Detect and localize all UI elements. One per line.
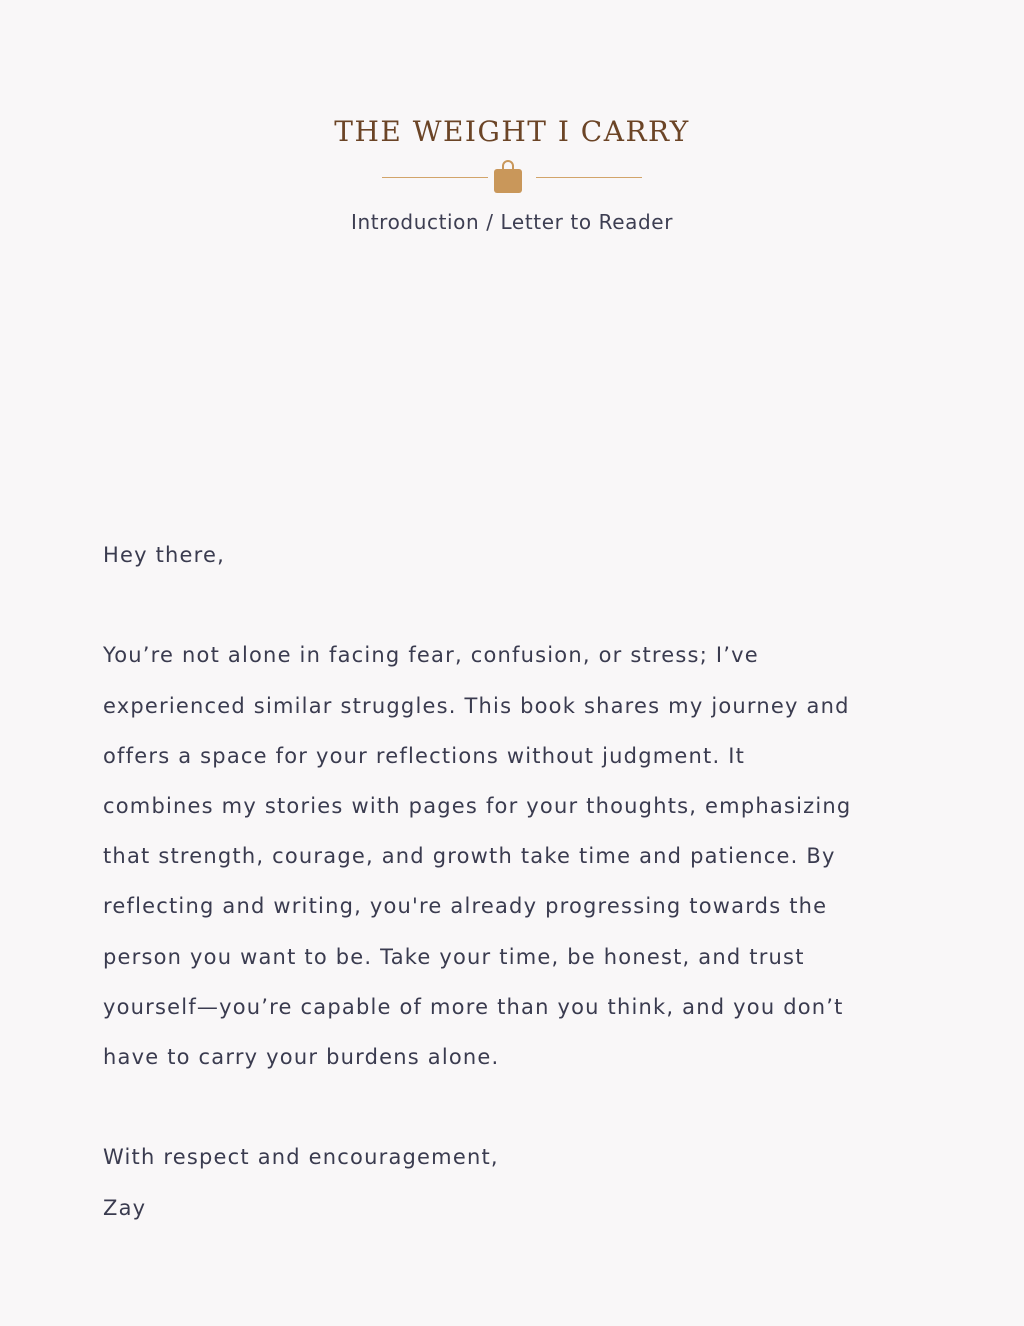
- letter-line: offers a space for your reflections without judgment. It: [103, 743, 746, 768]
- letter-line: person you want to be. Take your time, be honest, and trust: [103, 944, 805, 969]
- letter-line: combines my stories with pages for your thoughts, emphasizing: [103, 794, 852, 818]
- letter-line: experienced similar struggles. This book shares my journey and: [103, 693, 850, 718]
- letter-line: have to carry your burdens alone.: [103, 1045, 500, 1070]
- letter-signature: Zay: [103, 1195, 147, 1220]
- shopping-bag-icon: [493, 160, 523, 194]
- letter-closing: With respect and encouragement,: [103, 1145, 499, 1170]
- paragraph-spacer: [103, 1082, 923, 1132]
- ornament-line-right: [536, 177, 642, 178]
- letter-line: reflecting and writing, you're already progressing towards the: [103, 894, 828, 919]
- book-title: THE WEIGHT I CARRY: [334, 115, 690, 148]
- letter-line: You’re not alone in facing fear, confusion, or stress; I’ve: [103, 643, 759, 668]
- page-subtitle: Introduction / Letter to Reader: [350, 210, 674, 234]
- page-header: [0, 112, 1024, 236]
- title-ornament: [382, 156, 642, 196]
- letter-body: [103, 530, 923, 1233]
- letter-line: that strength, courage, and growth take time and patience. By: [103, 844, 836, 869]
- letter-paragraph: [103, 630, 923, 1082]
- paragraph-spacer: [103, 580, 923, 630]
- letter-line: yourself—you’re capable of more than you think, and you don’t: [103, 994, 844, 1019]
- ornament-line-left: [382, 177, 488, 178]
- letter-greeting: Hey there,: [103, 543, 226, 567]
